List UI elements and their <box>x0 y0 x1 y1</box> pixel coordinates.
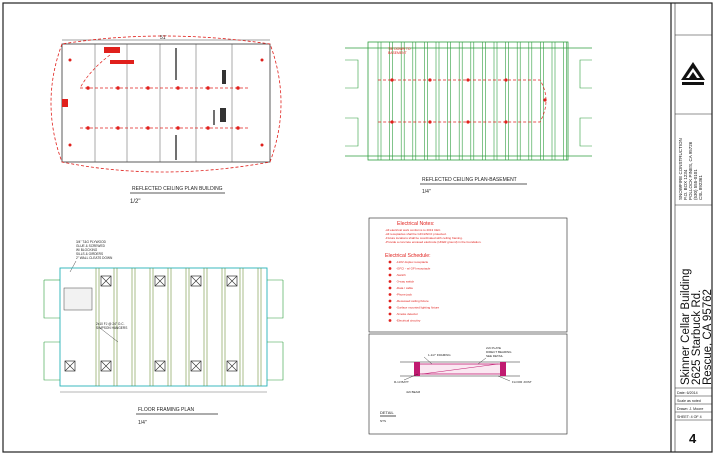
footing-right-bottom <box>580 118 592 146</box>
schedule-symbol-icon <box>389 274 392 277</box>
detail-label: 1-1/2" FRAMING <box>428 353 451 357</box>
panel-symbol <box>62 99 68 107</box>
schedule-symbol-icon <box>389 319 392 322</box>
footing-right-top <box>267 280 283 318</box>
girder-pier-icon <box>227 361 237 371</box>
electrical-note: -All electrical work conforms to 2013 CEC. <box>385 228 442 232</box>
project-line: Rescue, CA 95762 <box>702 289 714 385</box>
company-line: P.O. BOX 1234 <box>683 169 688 200</box>
schedule-item: -Smoke detector <box>396 312 419 316</box>
date-label: Date: 6/2014 <box>677 391 698 395</box>
fixture-block-2 <box>222 70 226 84</box>
detail-box <box>369 334 567 434</box>
basement-callout-line: TIE DOWN TO <box>388 47 411 51</box>
footing-left-top <box>345 60 358 88</box>
plan-reflected-ceiling-building <box>51 35 281 205</box>
title-block <box>675 35 714 446</box>
detail-label: 4x6 BEAM <box>406 390 421 394</box>
basement-fixtures <box>390 78 546 123</box>
drawn-label: Drawn: J. Moore <box>677 407 704 411</box>
project-line: 2625 Starbuck Rd. <box>691 289 703 385</box>
framing-note: SILLS & GIRDERS <box>76 252 104 256</box>
joist-label-line: SIMPSON HANGERS <box>96 326 128 330</box>
plan-reflected-ceiling-basement <box>345 42 592 195</box>
plan-floor-framing <box>44 240 283 426</box>
building-dimension: 51' <box>160 35 167 41</box>
detail-title: DETAIL <box>380 410 394 415</box>
red-annotation-block <box>104 47 120 53</box>
schedule-symbol-icon <box>389 293 392 296</box>
scale-label: Scale as noted <box>677 399 701 403</box>
sheet-label: SHEET: 4 OF 4 <box>677 415 702 419</box>
schedule-symbol-icon <box>389 267 392 270</box>
plan-title-ceiling-basement: REFLECTED CEILING PLAN-BASEMENT <box>422 177 517 183</box>
electrical-note: -Provide a concrete encased electrode (UFER ground) in the foundation. <box>385 240 482 244</box>
schedule-item: -Recessed ceiling fixture <box>396 299 429 303</box>
plan-scale-ceiling-basement: 1/4" <box>422 189 431 195</box>
framing-note: GLUE & SCREWED <box>76 244 105 248</box>
footing-left-bottom <box>345 118 358 146</box>
detail-scale: NTS <box>380 419 386 423</box>
girder-pier-icon <box>191 276 201 286</box>
girder-pier-icon <box>155 276 165 286</box>
company-line: POLLOCK PINES, CA 95726 <box>688 141 693 200</box>
schedule-symbol-icon <box>389 306 392 309</box>
girder-pier-icon <box>101 361 111 371</box>
electrical-notes-title: Electrical Notes: <box>397 221 435 227</box>
joist-label-line: 2x10 FJ @ 24" O.C. <box>96 322 125 326</box>
sheet-border <box>3 3 712 452</box>
schedule-item: -110V duplex receptacle <box>396 260 429 264</box>
girder-pier-icon <box>155 361 165 371</box>
schedule-item: -GFCI - w/ GFI receptacle <box>396 266 431 271</box>
company-line: CSL 892361 <box>698 175 703 200</box>
detail-leader-1 <box>424 357 432 364</box>
project-line: Skinner Cellar Building <box>680 268 692 385</box>
schedule-item: -Phone jack <box>396 292 412 297</box>
detail-label: 2x6 PLATE <box>486 346 501 350</box>
detail-label: R-13 BATT <box>394 380 409 384</box>
schedule-symbol-icon <box>389 300 392 303</box>
schedule-symbol-icon <box>389 287 392 290</box>
framing-note: W/ BLOCKING <box>76 248 98 252</box>
basement-outline <box>368 42 568 160</box>
plan-scale-floor-framing: 1/4" <box>138 420 147 426</box>
basement-callout-line: BASEMENT <box>388 51 407 55</box>
footing-right-top <box>580 60 592 88</box>
footing-left-bottom <box>44 342 60 380</box>
basement-joists <box>378 42 567 160</box>
stair-opening <box>64 288 92 310</box>
detail-label: DIRECT BEARING <box>486 350 512 354</box>
fixture-block <box>220 108 226 122</box>
schedule-symbol-icon <box>389 313 392 316</box>
schedule-item: -Data / cable <box>396 286 414 290</box>
schedule-item: -Surface mounted lighting fixture <box>396 305 440 310</box>
schedule-item: -3-way switch <box>396 279 415 284</box>
schedule-symbol-icon <box>389 261 392 264</box>
joist-end-left <box>414 362 420 376</box>
joist-end-right <box>500 362 506 376</box>
company-line: SNOWFIRE CONSTRUCTION <box>678 138 683 200</box>
company-logo <box>681 62 705 85</box>
detail-leader-2 <box>478 358 486 364</box>
girder-pier-icon <box>101 276 111 286</box>
framing-note: 2" WALL CLEATS DOWN <box>76 256 113 260</box>
joist-label <box>96 322 127 330</box>
detail-label: SEE DETAIL <box>486 354 504 358</box>
electrical-schedule-title: Electrical Schedule: <box>385 253 431 259</box>
building-outline <box>62 44 270 162</box>
circuit-loop-outer <box>51 36 281 172</box>
plan-title-ceiling-building: REFLECTED CEILING PLAN BUILDING <box>132 186 223 192</box>
framing-note: 3/4" T&G PLYWOOD <box>76 240 106 244</box>
detail-leader-3 <box>498 376 510 381</box>
footing-left-top <box>44 280 60 318</box>
electrical-note: -All receptacles shall be GFCI/AFCI protected. <box>385 232 447 236</box>
girder-pier-icon <box>227 276 237 286</box>
basement-callout <box>388 47 411 55</box>
electrical-panel <box>369 218 567 332</box>
framing-notes <box>76 240 113 260</box>
plan-title-floor-framing: FLOOR FRAMING PLAN <box>138 407 195 413</box>
schedule-item: -Electrical circuitry <box>396 318 421 323</box>
schedule-symbol-icon <box>389 280 392 283</box>
footing-right-bottom <box>267 342 283 380</box>
detail-leader-4 <box>404 374 418 380</box>
note-leader <box>70 261 76 272</box>
girder-pier-icon <box>191 361 201 371</box>
ceiling-fixtures <box>69 59 264 147</box>
girder-pier-icon <box>65 361 75 371</box>
company-line: (530) 555-0101 <box>693 169 698 200</box>
electrical-schedule <box>389 260 440 323</box>
detail-label: FLOOR JOIST <box>512 380 532 384</box>
schedule-item: -Switch <box>396 273 406 277</box>
sheet-number: 4 <box>689 431 697 446</box>
electrical-note: -Fixture locations shall be coordinated with ceiling framing. <box>385 236 463 240</box>
company-info <box>678 138 703 200</box>
electrical-notes <box>385 228 482 244</box>
project-info <box>680 269 714 385</box>
red-annotation-block-2 <box>110 60 134 64</box>
plan-scale-ceiling-building: 1/2" <box>130 199 141 205</box>
joist-label-leader <box>100 328 118 342</box>
section-detail <box>369 334 567 434</box>
